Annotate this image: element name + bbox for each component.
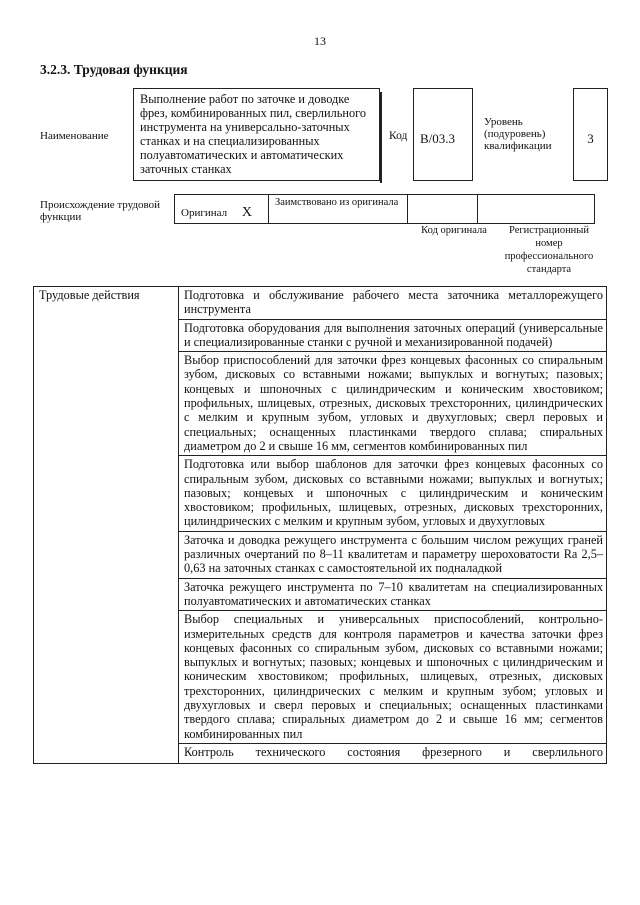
original-mark: X — [241, 205, 252, 220]
reg-number-cell — [477, 194, 595, 224]
name-label: Наименование — [40, 130, 109, 142]
level-label: Уровень (подуровень) квалификации — [484, 116, 552, 152]
code-original-label: Код оригинала — [421, 225, 487, 236]
code-box — [413, 88, 473, 181]
labor-action-item: Подготовка и обслуживание рабочего места заточника металлорежущего инструмента — [179, 287, 607, 320]
labor-actions-label: Трудовые действия — [34, 287, 179, 764]
labor-action-item: Заточка и доводка режущего инструмента с большим числом режущих граней различных очертаний по 8–11 квалитетам и параметру шероховатости Ra 2,5–0,63 на заточных станках с самостоятельной их подналадкой — [179, 531, 607, 578]
labor-action-item: Выбор специальных и универсальных приспособлений, контрольно-измерительных средств для контроля параметров и качества заточки фрез концевых фасонных со спиральным зубом, дисковых со вставными ножами; выпуклых и вогнутых; пазовых; концевых и шпоночных с цилиндрическим и коническим хвостовиком; профильных, шлицевых, отрезных, дисковых трехсторонних, цилиндрических с мелким и крупным зубом; угловых и двухугловых и сверл перовых и специальных; оснащенных пластинками твердого сплава; спиральных диаметром до 2 и свыше 16 мм; сегментов комбинированных пил — [179, 611, 607, 744]
labor-action-item — [179, 743, 607, 763]
function-name-box — [133, 88, 380, 181]
original-label: Оригинал — [181, 207, 228, 219]
code-original-cell — [407, 194, 478, 224]
labor-actions-table — [33, 286, 607, 764]
labor-action-item: Выбор приспособлений для заточки фрез концевых фасонных со спиральным зубом, дисковых со вставными ножами; выпуклых и вогнутых; пазовых; концевых и шпоночных с цилиндрическим и коническим хвостовиком; профильных, шлицевых, отрезных, дисковых трехсторонних, цилиндрических с мелким и крупным зубом, угловых и двухугловых; сверл перовых и специальных; оснащенных пластинками твердого сплава; спиральных диаметром до 2 и свыше 16 мм, сегментов комбинированных пил — [179, 352, 607, 456]
labor-action-item-text: Контроль технического состояния фрезерного и сверлильного — [184, 744, 603, 759]
table-row — [34, 287, 607, 320]
borrowed-label: Заимствовано из оригинала — [275, 197, 399, 208]
origin-label: Происхождение трудовой функции — [40, 199, 161, 223]
page-number: 13 — [314, 34, 326, 48]
level-value: 3 — [587, 131, 594, 146]
origin-grid — [175, 194, 595, 224]
section-title: 3.2.3. Трудовая функция — [40, 62, 188, 77]
borrowed-cell — [268, 194, 408, 224]
labor-action-item: Заточка режущего инструмента по 7–10 квалитетам на специализированных полуавтоматических и автоматических станках — [179, 578, 607, 611]
level-box — [573, 88, 608, 181]
function-name-text: Выполнение работ по заточке и доводке фрез, комбинированных пил, сверлильного инструмента на универсально-заточных станках и на специализированных полуавтоматических и автоматических заточных станках — [140, 92, 366, 176]
labor-action-item: Подготовка оборудования для выполнения заточных операций (универсальные и специализированные станки с ручной и механизированной подачей) — [179, 319, 607, 352]
original-cell — [174, 194, 269, 224]
labor-action-item: Подготовка или выбор шаблонов для заточки фрез концевых фасонных со спиральным зубом, дисковых со вставными ножами; выпуклых и вогнутых; пазовых; концевых и шпоночных с цилиндрическим и коническим хвостовиком; профильных, шлицевых, отрезных, дисковых трехсторонних, цилиндрических с мелким и крупным зубом, угловых и двухугловых — [179, 456, 607, 531]
code-value: B/03.3 — [420, 131, 456, 146]
code-label: Код — [389, 130, 408, 142]
reg-number-label: Регистрационный номер профессионального стандарта — [504, 225, 594, 275]
